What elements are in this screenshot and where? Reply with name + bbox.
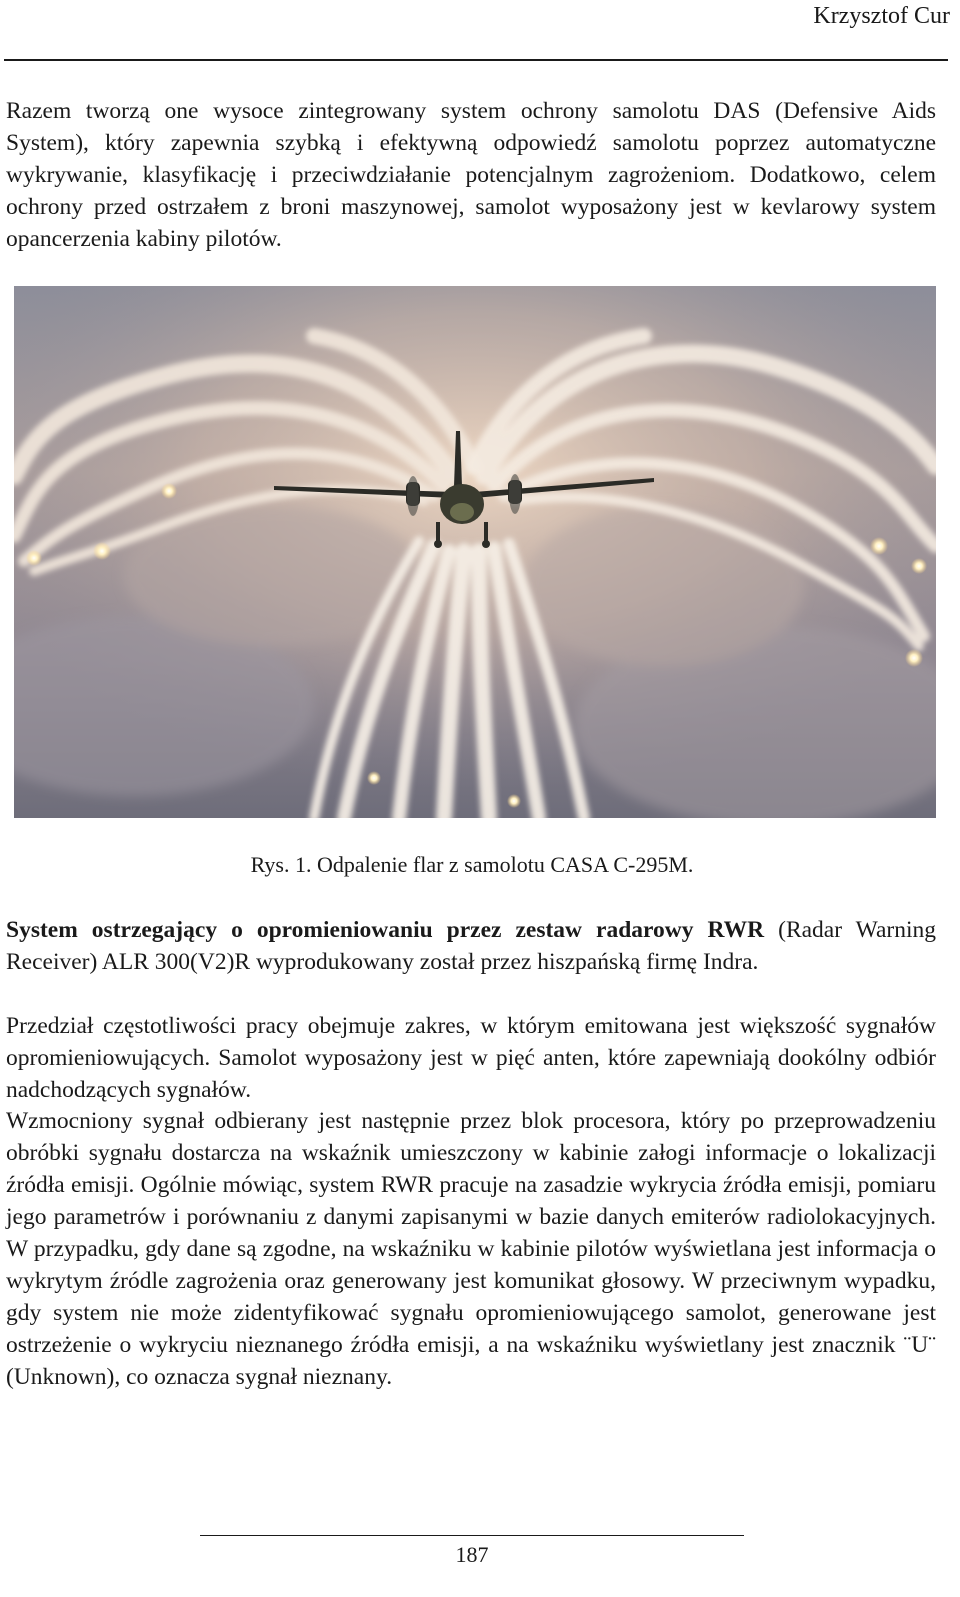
- paragraph-signal-processing: Wzmocniony sygnał odbierany jest następnie przez blok procesora, który po przeprowadzeniu obróbki sygnału dostarcza na wskaźnik umieszczony w kabinie załogi informacje o lokalizacji źródła emisji. Ogólnie mówiąc, system RWR pracuje na zasadzie wykrycia źródła emisji, pomiaru jego parametrów i porównaniu z danymi zapisanymi w bazie danych emiterów radiolokacyjnych. W przypadku, gdy dane są zgodne, na wskaźniku w kabinie pilotów wyświetlana jest informacja o wykrytym źródle zagrożenia oraz generowany jest komunikat głosowy. W przeciwnym wypadku, gdy system nie może zidentyfikować sygnału opromieniowującego samolot, generowane jest ostrzeżenie o wykryciu nieznanego źródła emisji, a na wskaźniku wyświetlany jest znacznik ¨U¨ (Unknown), co oznacza sygnał nieznany.: [6, 1108, 936, 1390]
- header-author: Krzysztof Cur: [813, 3, 950, 29]
- paragraph-rwr-text: (Radar Warning Receiver) ALR 300(V2)R wyprodukowany został przez hiszpańską firmę Indra.: [6, 917, 936, 975]
- footer-divider: [200, 1535, 744, 1536]
- paragraph-das-intro: Razem tworzą one wysoce zintegrowany system ochrony samolotu DAS (Defensive Aids System), który zapewnia szybką i efektywną odpowiedź samolotu poprzez automatyczne wykrywanie, klasyfikację i przeciwdziałanie potencjalnym zagrożeniom. Dodatkowo, celem ochrony przed ostrzałem z broni maszynowej, samolot wyposażony jest w kevlarowy system opancerzenia kabiny pilotów.: [6, 98, 936, 252]
- paragraph-frequency-range: Przedział częstotliwości pracy obejmuje zakres, w którym emitowana jest większość sygnałów opromieniowujących. Samolot wyposażony jest w pięć anten, które zapewniają dookólny odbiór nadchodzących sygnałów.: [6, 1013, 936, 1103]
- paragraph-rwr-intro: [6, 914, 936, 978]
- paragraph-rwr-heading: System ostrzegający o opromieniowaniu przez zestaw radarowy RWR: [6, 917, 765, 943]
- header-divider: [4, 59, 948, 61]
- figure-caption: Rys. 1. Odpalenie flar z samolotu CASA C-295M.: [250, 852, 694, 877]
- page-number: 187: [455, 1542, 489, 1567]
- flare-photo-image: [14, 286, 936, 818]
- figure-flare-photo: [14, 286, 936, 818]
